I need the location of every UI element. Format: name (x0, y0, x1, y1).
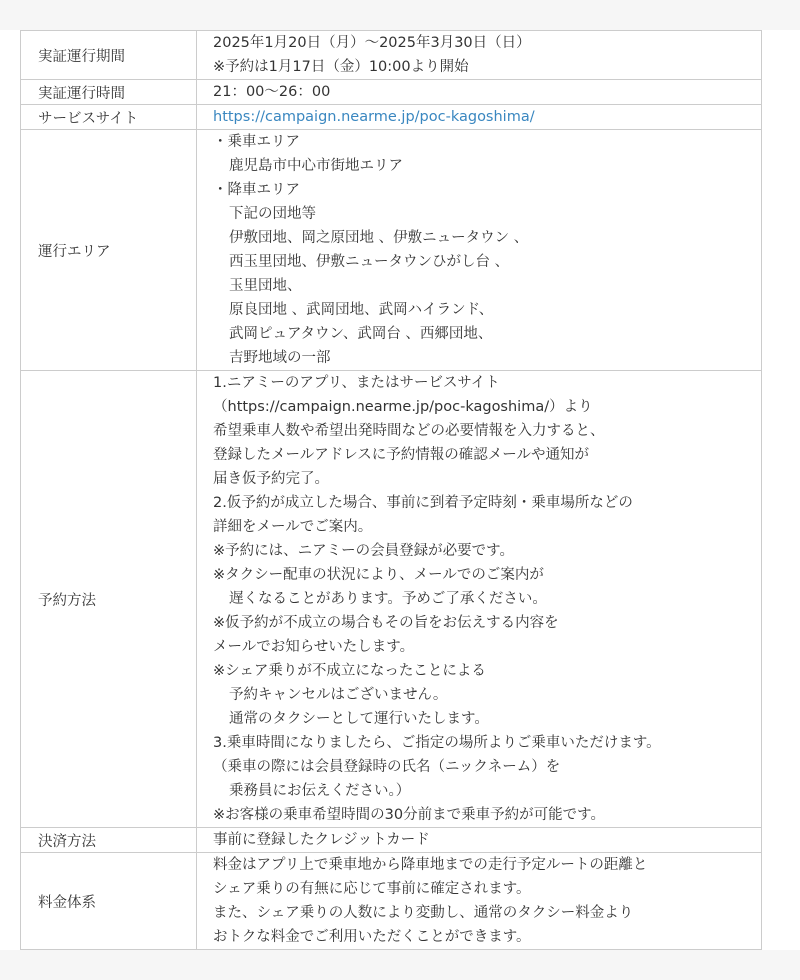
value-line: ※仮予約が不成立の場合もその旨をお伝えする内容を (213, 615, 559, 631)
value-line: おトクな料金でご利用いただくことができます。 (213, 929, 531, 945)
table-row (21, 130, 762, 371)
value-line: ※シェア乗りが不成立になったことによる (213, 663, 486, 679)
service-site-link[interactable]: https://campaign.nearme.jp/poc-kagoshima/ (213, 109, 535, 125)
value-line: ・乗車エリア (213, 134, 300, 150)
value-line: 乗務員にお伝えください。） (229, 783, 411, 799)
value-line: 希望乗車人数や希望出発時間などの必要情報を入力すると、 (213, 423, 605, 439)
value-line: メールでお知らせいたします。 (213, 639, 415, 655)
value-line: また、シェア乗りの人数により変動し、通常のタクシー料金より (213, 905, 634, 921)
value-line: 詳細をメールでご案内。 (213, 519, 373, 535)
value-line: 原良団地 、武岡団地、武岡ハイランド、 (229, 302, 494, 318)
value-line: ※お客様の乗車希望時間の30分前まで乗車予約が可能です。 (213, 807, 605, 823)
table-row (21, 853, 762, 950)
row-value (197, 371, 762, 828)
table-row (21, 371, 762, 828)
table-row (21, 80, 762, 105)
value-line: ※タクシー配車の状況により、メールでのご案内が (213, 567, 544, 583)
value-line: 西玉里団地、伊敷ニュータウンひがし台 、 (229, 254, 510, 270)
page-content (0, 30, 800, 950)
row-label: 料金体系 (21, 853, 197, 950)
value-line: 通常のタクシーとして運行いたします。 (229, 711, 489, 727)
value-line: ※予約には、ニアミーの会員登録が必要です。 (213, 543, 514, 559)
table-row (21, 828, 762, 853)
value-line: 2025年1月20日（月）〜2025年3月30日（日） (213, 35, 531, 51)
info-table-body (21, 31, 762, 950)
value-line: 3.乗車時間になりましたら、ご指定の場所よりご乗車いただけます。 (213, 735, 661, 751)
value-line: 登録したメールアドレスに予約情報の確認メールや通知が (213, 447, 589, 463)
value-line: 事前に登録したクレジットカード (213, 832, 430, 848)
value-line: 遅くなることがあります。予めご了承ください。 (229, 591, 547, 607)
row-value (197, 853, 762, 950)
value-line: 予約キャンセルはございません。 (229, 687, 448, 703)
service-info-table (20, 30, 762, 950)
value-line: 伊敷団地、岡之原団地 、伊敷ニュータウン 、 (229, 230, 529, 246)
value-line: 届き仮予約完了。 (213, 471, 329, 487)
value-line: 鹿児島市中心市街地エリア (229, 158, 403, 174)
row-value (197, 80, 762, 105)
value-line: 武岡ピュアタウン、武岡台 、西郷団地、 (229, 326, 493, 342)
value-line: 下記の団地等 (229, 206, 316, 222)
table-row (21, 31, 762, 80)
row-label: 決済方法 (21, 828, 197, 853)
value-line: ・降車エリア (213, 182, 300, 198)
value-line: （https://campaign.nearme.jp/poc-kagoshima/）より (213, 399, 593, 415)
value-line: ※予約は1月17日（金）10:00より開始 (213, 59, 469, 75)
table-row (21, 105, 762, 130)
row-value (197, 130, 762, 371)
row-label: 運行エリア (21, 130, 197, 371)
value-line: 料金はアプリ上で乗車地から降車地までの走行予定ルートの距離と (213, 857, 648, 873)
value-line: 2.仮予約が成立した場合、事前に到着予定時刻・乗車場所などの (213, 495, 633, 511)
row-label: サービスサイト (21, 105, 197, 130)
row-label: 予約方法 (21, 371, 197, 828)
row-value (197, 105, 762, 130)
row-value (197, 31, 762, 80)
row-label: 実証運行期間 (21, 31, 197, 80)
row-label: 実証運行時間 (21, 80, 197, 105)
value-line: 吉野地域の一部 (229, 350, 331, 366)
value-line: シェア乗りの有無に応じて事前に確定されます。 (213, 881, 531, 897)
value-line: （乗車の際には会員登録時の氏名（ニックネーム）を (213, 759, 561, 775)
value-line: 1.ニアミーのアプリ、またはサービスサイト (213, 375, 500, 391)
row-value (197, 828, 762, 853)
value-line: 玉里団地、 (229, 278, 302, 294)
value-line: 21：00〜26：00 (213, 84, 331, 100)
